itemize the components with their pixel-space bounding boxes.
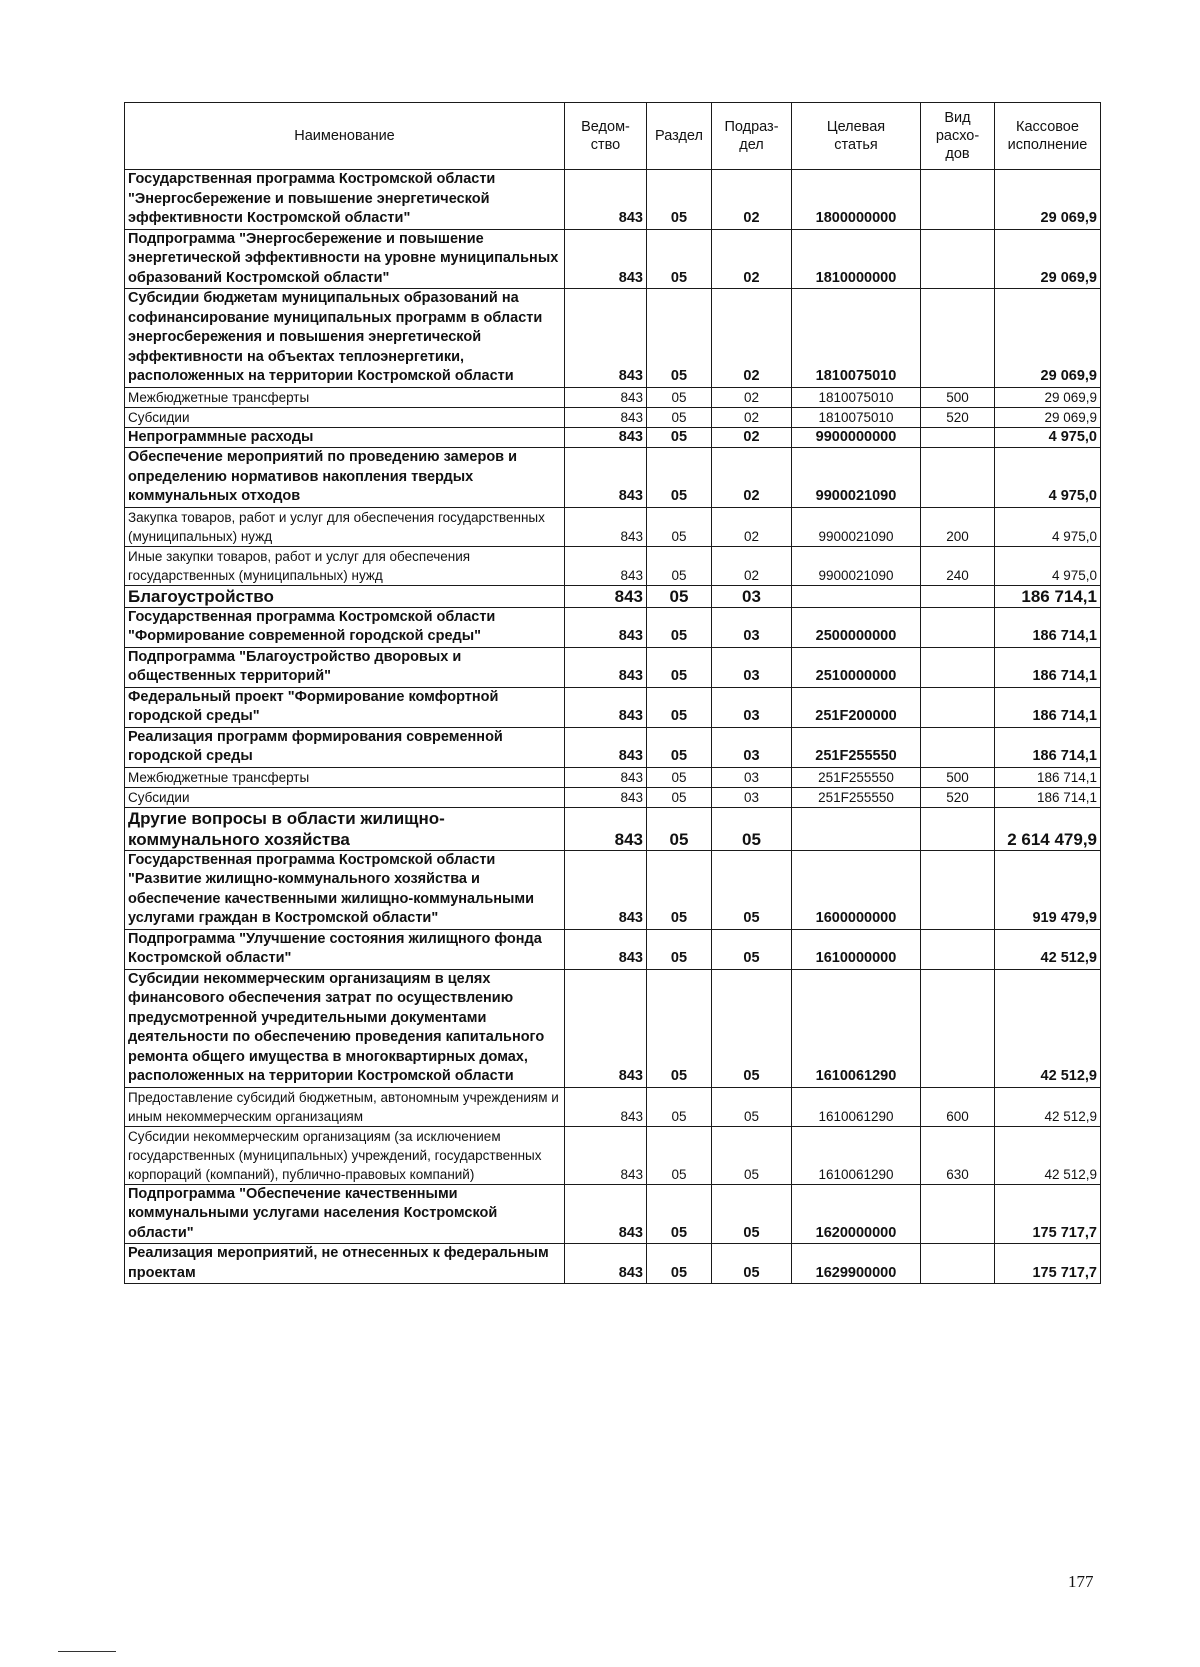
cell-razdel: 05 — [647, 850, 712, 929]
cell-vedomstvo: 843 — [565, 289, 647, 388]
cell-vid-raskhodov — [921, 170, 995, 230]
table-row — [125, 229, 1101, 289]
cell-vid-raskhodov — [921, 969, 995, 1087]
header-vid-raskhodov: Вид расхо- дов — [921, 103, 995, 170]
cell-celevaya-statya: 9900021090 — [792, 546, 921, 585]
cell-razdel: 05 — [647, 969, 712, 1087]
cell-podrazdel: 03 — [712, 727, 792, 767]
cell-podrazdel: 02 — [712, 448, 792, 508]
table-row — [125, 387, 1101, 407]
table-row — [125, 607, 1101, 647]
cell-vedomstvo: 843 — [565, 407, 647, 427]
cell-vid-raskhodov: 240 — [921, 546, 995, 585]
cell-celevaya-statya: 1810075010 — [792, 387, 921, 407]
cell-name: Межбюджетные трансферты — [125, 767, 565, 787]
table-row — [125, 170, 1101, 230]
cell-kassovoe-ispolnenie: 4 975,0 — [995, 546, 1101, 585]
cell-vid-raskhodov — [921, 1244, 995, 1284]
cell-vedomstvo: 843 — [565, 229, 647, 289]
cell-razdel: 05 — [647, 1184, 712, 1244]
cell-vid-raskhodov: 630 — [921, 1126, 995, 1184]
cell-name: Подпрограмма "Энергосбережение и повышение энергетической эффективности на уровне муниципальных образований Костромской области" — [125, 229, 565, 289]
cell-celevaya-statya: 251F255550 — [792, 727, 921, 767]
cell-kassovoe-ispolnenie: 2 614 479,9 — [995, 807, 1101, 850]
cell-name: Реализация мероприятий, не отнесенных к федеральным проектам — [125, 1244, 565, 1284]
table-row — [125, 787, 1101, 807]
cell-celevaya-statya: 9900000000 — [792, 427, 921, 448]
header-kassovoe-ispolnenie: Кассовое исполнение — [995, 103, 1101, 170]
table-row — [125, 448, 1101, 508]
cell-vedomstvo: 843 — [565, 787, 647, 807]
cell-vid-raskhodov — [921, 929, 995, 969]
cell-vid-raskhodov — [921, 427, 995, 448]
cell-name: Субсидии некоммерческим организациям в целях финансового обеспечения затрат по осуществлению предусмотренной учредительными документами деятельности по обеспечению проведения капитального ремонта общего имущества в многоквартирных домах, расположенных на территории Костромской области — [125, 969, 565, 1087]
cell-kassovoe-ispolnenie: 4 975,0 — [995, 427, 1101, 448]
cell-kassovoe-ispolnenie: 175 717,7 — [995, 1184, 1101, 1244]
cell-celevaya-statya: 9900021090 — [792, 507, 921, 546]
cell-podrazdel: 03 — [712, 767, 792, 787]
cell-razdel: 05 — [647, 427, 712, 448]
cell-celevaya-statya: 251F255550 — [792, 767, 921, 787]
table-row — [125, 546, 1101, 585]
cell-name: Реализация программ формирования современной городской среды — [125, 727, 565, 767]
cell-podrazdel: 02 — [712, 507, 792, 546]
table-row — [125, 687, 1101, 727]
cell-podrazdel: 05 — [712, 807, 792, 850]
header-podrazdel: Подраз- дел — [712, 103, 792, 170]
cell-podrazdel: 05 — [712, 850, 792, 929]
header-razdel: Раздел — [647, 103, 712, 170]
cell-vid-raskhodov — [921, 647, 995, 687]
table-row — [125, 850, 1101, 929]
cell-kassovoe-ispolnenie: 186 714,1 — [995, 687, 1101, 727]
cell-vedomstvo: 843 — [565, 546, 647, 585]
cell-vedomstvo: 843 — [565, 1087, 647, 1126]
cell-vid-raskhodov: 520 — [921, 407, 995, 427]
cell-podrazdel: 05 — [712, 969, 792, 1087]
header-name: Наименование — [125, 103, 565, 170]
cell-vedomstvo: 843 — [565, 929, 647, 969]
cell-vedomstvo: 843 — [565, 969, 647, 1087]
cell-celevaya-statya: 1610061290 — [792, 969, 921, 1087]
cell-name: Государственная программа Костромской области "Энергосбережение и повышение энергетической эффективности Костромской области" — [125, 170, 565, 230]
cell-kassovoe-ispolnenie: 42 512,9 — [995, 1126, 1101, 1184]
table-row — [125, 407, 1101, 427]
cell-name: Благоустройство — [125, 585, 565, 607]
cell-kassovoe-ispolnenie: 42 512,9 — [995, 929, 1101, 969]
cell-podrazdel: 02 — [712, 427, 792, 448]
cell-vid-raskhodov: 520 — [921, 787, 995, 807]
cell-vid-raskhodov — [921, 448, 995, 508]
cell-kassovoe-ispolnenie: 919 479,9 — [995, 850, 1101, 929]
table-body — [125, 170, 1101, 1284]
cell-razdel: 05 — [647, 929, 712, 969]
cell-vedomstvo: 843 — [565, 427, 647, 448]
cell-podrazdel: 05 — [712, 1244, 792, 1284]
table-row — [125, 1087, 1101, 1126]
cell-vid-raskhodov: 500 — [921, 767, 995, 787]
cell-celevaya-statya: 1600000000 — [792, 850, 921, 929]
cell-podrazdel: 05 — [712, 929, 792, 969]
cell-razdel: 05 — [647, 546, 712, 585]
cell-podrazdel: 03 — [712, 647, 792, 687]
table-header-row — [125, 103, 1101, 170]
cell-kassovoe-ispolnenie: 186 714,1 — [995, 647, 1101, 687]
cell-razdel: 05 — [647, 585, 712, 607]
cell-name: Межбюджетные трансферты — [125, 387, 565, 407]
cell-podrazdel: 02 — [712, 170, 792, 230]
table-row — [125, 969, 1101, 1087]
cell-vid-raskhodov — [921, 807, 995, 850]
cell-podrazdel: 02 — [712, 546, 792, 585]
cell-razdel: 05 — [647, 727, 712, 767]
cell-razdel: 05 — [647, 407, 712, 427]
cell-celevaya-statya: 1620000000 — [792, 1184, 921, 1244]
cell-vid-raskhodov: 200 — [921, 507, 995, 546]
cell-vedomstvo: 843 — [565, 850, 647, 929]
table-row — [125, 585, 1101, 607]
cell-kassovoe-ispolnenie: 29 069,9 — [995, 387, 1101, 407]
cell-vid-raskhodov — [921, 687, 995, 727]
cell-vid-raskhodov — [921, 289, 995, 388]
cell-celevaya-statya: 1629900000 — [792, 1244, 921, 1284]
cell-name: Субсидии бюджетам муниципальных образований на софинансирование муниципальных программ в области энергосбережения и повышения энергетической эффективности на объектах теплоэнергетики, расположенных на территории Костромской области — [125, 289, 565, 388]
cell-celevaya-statya: 1810075010 — [792, 407, 921, 427]
cell-vid-raskhodov — [921, 850, 995, 929]
cell-kassovoe-ispolnenie: 186 714,1 — [995, 787, 1101, 807]
cell-celevaya-statya: 1810000000 — [792, 229, 921, 289]
cell-celevaya-statya: 9900021090 — [792, 448, 921, 508]
cell-celevaya-statya: 1800000000 — [792, 170, 921, 230]
cell-name: Обеспечение мероприятий по проведению замеров и определению нормативов накопления твердых коммунальных отходов — [125, 448, 565, 508]
table-row — [125, 807, 1101, 850]
cell-vedomstvo: 843 — [565, 1126, 647, 1184]
cell-name: Предоставление субсидий бюджетным, автономным учреждениям и иным некоммерческим организациям — [125, 1087, 565, 1126]
cell-podrazdel: 05 — [712, 1126, 792, 1184]
cell-vedomstvo: 843 — [565, 767, 647, 787]
cell-vedomstvo: 843 — [565, 507, 647, 546]
cell-razdel: 05 — [647, 387, 712, 407]
cell-celevaya-statya: 1610061290 — [792, 1126, 921, 1184]
cell-celevaya-statya — [792, 585, 921, 607]
table-row — [125, 1184, 1101, 1244]
cell-podrazdel: 03 — [712, 687, 792, 727]
cell-name: Государственная программа Костромской области "Развитие жилищно-коммунального хозяйства и обеспечение качественными жилищно-коммунальными услугами граждан в Костромской области" — [125, 850, 565, 929]
cell-razdel: 05 — [647, 1126, 712, 1184]
cell-podrazdel: 02 — [712, 387, 792, 407]
cell-name: Непрограммные расходы — [125, 427, 565, 448]
cell-celevaya-statya: 1610000000 — [792, 929, 921, 969]
cell-vedomstvo: 843 — [565, 387, 647, 407]
cell-kassovoe-ispolnenie: 4 975,0 — [995, 448, 1101, 508]
footnote-divider — [58, 1651, 116, 1652]
cell-vid-raskhodov — [921, 1184, 995, 1244]
cell-name: Подпрограмма "Улучшение состояния жилищного фонда Костромской области" — [125, 929, 565, 969]
table-row — [125, 1126, 1101, 1184]
cell-kassovoe-ispolnenie: 175 717,7 — [995, 1244, 1101, 1284]
cell-vid-raskhodov — [921, 585, 995, 607]
cell-celevaya-statya: 1810075010 — [792, 289, 921, 388]
cell-vid-raskhodov — [921, 607, 995, 647]
cell-vedomstvo: 843 — [565, 448, 647, 508]
cell-kassovoe-ispolnenie: 186 714,1 — [995, 767, 1101, 787]
cell-kassovoe-ispolnenie: 29 069,9 — [995, 407, 1101, 427]
cell-kassovoe-ispolnenie: 42 512,9 — [995, 1087, 1101, 1126]
cell-kassovoe-ispolnenie: 186 714,1 — [995, 585, 1101, 607]
cell-kassovoe-ispolnenie: 186 714,1 — [995, 727, 1101, 767]
table-row — [125, 1244, 1101, 1284]
cell-name: Субсидии некоммерческим организациям (за исключением государственных (муниципальных) учреждений, государственных корпораций (компаний), публично-правовых компаний) — [125, 1126, 565, 1184]
cell-podrazdel: 03 — [712, 607, 792, 647]
table-row — [125, 289, 1101, 388]
cell-vedomstvo: 843 — [565, 647, 647, 687]
cell-podrazdel: 05 — [712, 1184, 792, 1244]
cell-podrazdel: 03 — [712, 585, 792, 607]
budget-table — [124, 102, 1101, 1284]
cell-razdel: 05 — [647, 1244, 712, 1284]
cell-name: Субсидии — [125, 407, 565, 427]
cell-vedomstvo: 843 — [565, 1244, 647, 1284]
cell-razdel: 05 — [647, 170, 712, 230]
cell-razdel: 05 — [647, 687, 712, 727]
cell-kassovoe-ispolnenie: 42 512,9 — [995, 969, 1101, 1087]
cell-podrazdel: 05 — [712, 1087, 792, 1126]
cell-name: Закупка товаров, работ и услуг для обеспечения государственных (муниципальных) нужд — [125, 507, 565, 546]
cell-razdel: 05 — [647, 807, 712, 850]
cell-name: Государственная программа Костромской области "Формирование современной городской среды" — [125, 607, 565, 647]
cell-podrazdel: 03 — [712, 787, 792, 807]
table-row — [125, 929, 1101, 969]
cell-razdel: 05 — [647, 507, 712, 546]
table-row — [125, 727, 1101, 767]
header-celevaya-statya: Целевая статья — [792, 103, 921, 170]
cell-vid-raskhodov — [921, 229, 995, 289]
cell-name: Федеральный проект "Формирование комфортной городской среды" — [125, 687, 565, 727]
cell-vedomstvo: 843 — [565, 170, 647, 230]
cell-vedomstvo: 843 — [565, 807, 647, 850]
cell-celevaya-statya: 251F255550 — [792, 787, 921, 807]
cell-celevaya-statya: 2500000000 — [792, 607, 921, 647]
cell-name: Иные закупки товаров, работ и услуг для обеспечения государственных (муниципальных) нужд — [125, 546, 565, 585]
cell-name: Подпрограмма "Обеспечение качественными коммунальными услугами населения Костромской области" — [125, 1184, 565, 1244]
table-row — [125, 647, 1101, 687]
cell-vid-raskhodov — [921, 727, 995, 767]
cell-celevaya-statya: 2510000000 — [792, 647, 921, 687]
cell-kassovoe-ispolnenie: 186 714,1 — [995, 607, 1101, 647]
cell-vedomstvo: 843 — [565, 1184, 647, 1244]
cell-podrazdel: 02 — [712, 289, 792, 388]
header-vedomstvo: Ведом- ство — [565, 103, 647, 170]
cell-kassovoe-ispolnenie: 29 069,9 — [995, 289, 1101, 388]
page-number: 177 — [1068, 1572, 1094, 1591]
cell-kassovoe-ispolnenie: 29 069,9 — [995, 229, 1101, 289]
table-row — [125, 507, 1101, 546]
cell-celevaya-statya — [792, 807, 921, 850]
cell-kassovoe-ispolnenie: 29 069,9 — [995, 170, 1101, 230]
cell-name: Подпрограмма "Благоустройство дворовых и общественных территорий" — [125, 647, 565, 687]
cell-vedomstvo: 843 — [565, 687, 647, 727]
table-row — [125, 767, 1101, 787]
cell-name: Другие вопросы в области жилищно-коммунального хозяйства — [125, 807, 565, 850]
cell-name: Субсидии — [125, 787, 565, 807]
cell-razdel: 05 — [647, 289, 712, 388]
cell-razdel: 05 — [647, 647, 712, 687]
table-row — [125, 427, 1101, 448]
cell-celevaya-statya: 251F200000 — [792, 687, 921, 727]
cell-razdel: 05 — [647, 607, 712, 647]
cell-podrazdel: 02 — [712, 229, 792, 289]
cell-podrazdel: 02 — [712, 407, 792, 427]
cell-razdel: 05 — [647, 1087, 712, 1126]
cell-razdel: 05 — [647, 787, 712, 807]
cell-razdel: 05 — [647, 767, 712, 787]
cell-vedomstvo: 843 — [565, 607, 647, 647]
cell-razdel: 05 — [647, 448, 712, 508]
cell-vedomstvo: 843 — [565, 727, 647, 767]
cell-celevaya-statya: 1610061290 — [792, 1087, 921, 1126]
cell-vedomstvo: 843 — [565, 585, 647, 607]
cell-kassovoe-ispolnenie: 4 975,0 — [995, 507, 1101, 546]
cell-razdel: 05 — [647, 229, 712, 289]
cell-vid-raskhodov: 600 — [921, 1087, 995, 1126]
cell-vid-raskhodov: 500 — [921, 387, 995, 407]
